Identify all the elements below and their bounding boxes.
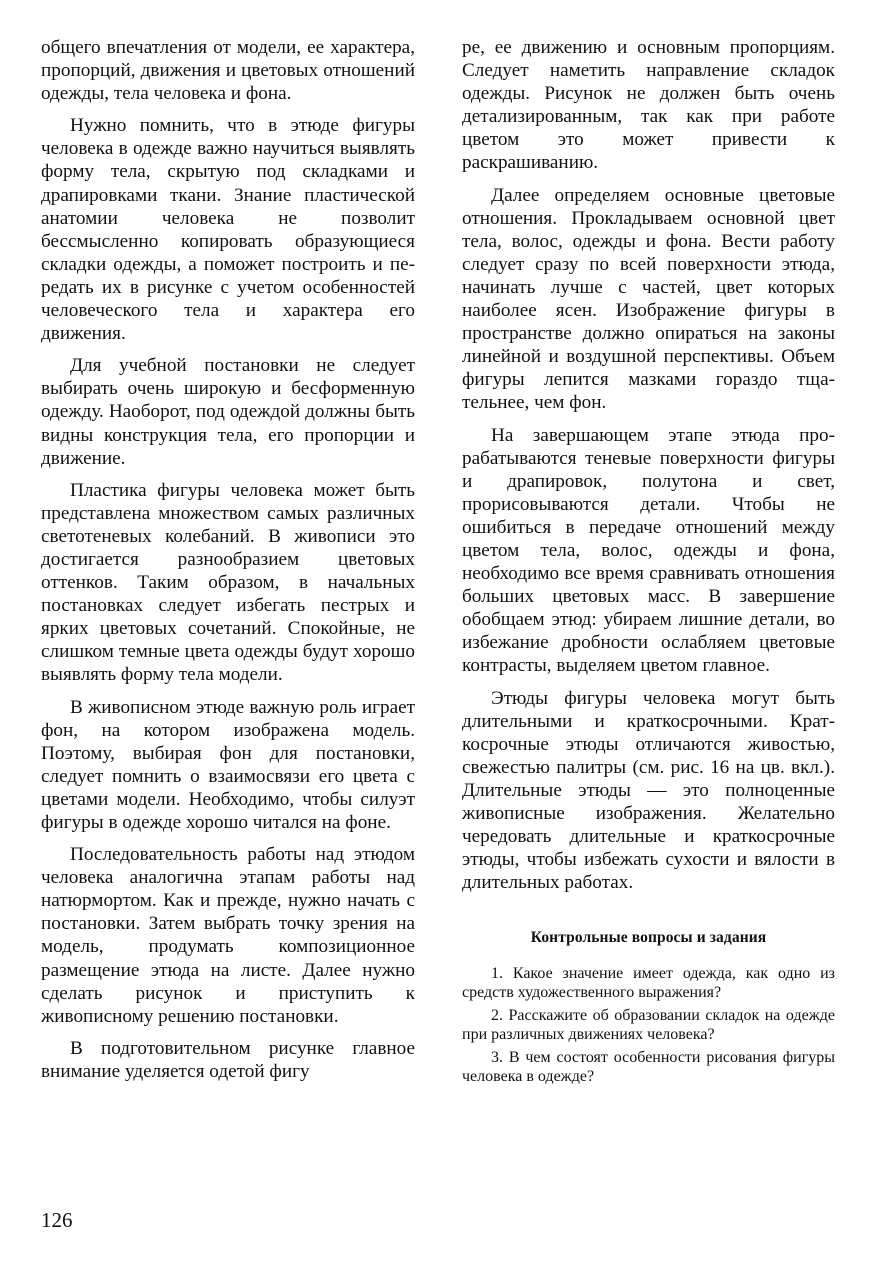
paragraph: В живописном этюде важную роль играет фон, на котором изображена модель. Поэтому, выбирая фон для постановки, следует помнить о взаимосвязи его цвета с цветами модели. Необходимо, чтобы силуэт фигуры в одежде хорошо читался на фоне. (41, 696, 415, 833)
paragraph: Нужно помнить, что в этюде фигуры человека в одежде важно научиться выявлять форму тела, скрытую под складками и драпировками ткани. Знание пластической анатомии человека не позволит бессмысленно копировать образующиеся складки одежды, а поможет построить и передать их в рисунке с учетом особенностей человеческого тела и характера его движения. (41, 115, 415, 345)
left-text-column (41, 36, 415, 1092)
paragraph: В подготовительном рисунке главное внимание уделяется одетой фигу (41, 1037, 415, 1082)
paragraph: Последовательность работы над этюдом человека аналогична этапам работы над натюрмортом. Как и прежде, нужно начать с постановки. Затем выбрать точку зрения на модель, продумать композиционное размещение этюда на листе. Далее нужно сделать рисунок и приступить к живописному решению постановки. (41, 844, 415, 1027)
paragraph: общего впечатления от модели, ее характера, пропорций, движения и цветовых отношений одежды, тела человека и фона. (41, 37, 415, 105)
paragraph: Пластика фигуры человека может быть представлена множеством самых различных светотеневых колебаний. В живописи это достигается разнообразием цветовых оттенков. Таким образом, в начальных постановках следует избегать пестрых и ярких цветовых сочетаний. Спокойные, не слишком темные цвета одежды будут хорошо выявлять форму тела модели. (41, 479, 415, 686)
question-item: 1. Какое значение имеет одежда, как одно из средств художественного выражения? (462, 965, 835, 1002)
paragraph: Далее определяем основные цветовые отношения. Прокладываем основной цвет тела, волос, одежды и фона. Вести работу следует сразу по всей поверхности этюда, начинать лучше с частей, цвет которых наиболее ясен. Изображение фигуры в пространстве должно опираться на законы линейной и воздушной перспективы. Объем фигуры лепится мазками гораздо тщательнее, чем фон. (462, 184, 835, 414)
question-item: 2. Расскажите об образовании складок на одежде при различных движениях человека? (462, 1007, 835, 1044)
paragraph: ре, ее движению и основным пропорциям. Следует наметить направление складок одежды. Рисунок не должен быть очень детализированным, так как при работе цветом это может привести к раскрашиванию. (462, 37, 835, 174)
section-heading: Контрольные вопросы и задания (530, 929, 767, 947)
question-list (462, 964, 835, 1086)
question-item: 3. В чем состоят особенности рисования фигуры человека в одежде? (462, 1049, 835, 1086)
paragraph: Для учебной постановки не следует выбирать очень широкую и бесформенную одежду. Наоборот, под одеждой должны быть видны конструкция тела, его пропорции и движение. (41, 355, 415, 469)
paragraph: На завершающем этапе этюда прорабатываются теневые поверхности фигуры и драпировок, полутона и свет, прорисовываются детали. Чтобы не ошибиться в передаче отношений между цветом тела, волос, одежды и фона, необходимо все время сравнивать отношения больших цветовых масс. В завершение обобщаем этюд: убираем лишние детали, во избежание дробности ослабляем цветовые контрасты, выделяем цветом главное. (462, 424, 835, 677)
paragraph: Этюды фигуры человека могут быть длительными и краткосрочными. Краткосрочные этюды отличаются живостью, свежестью палитры (см. рис. 16 на цв. вкл.). Длительные этюды — это полноценные живописные изображения. Желательно чередовать длительные и краткосрочные этюды, чтобы избежать сухости и вялости в длительных работах. (462, 687, 835, 894)
page-number: 126 (41, 1208, 73, 1232)
right-text-column (462, 36, 835, 1090)
